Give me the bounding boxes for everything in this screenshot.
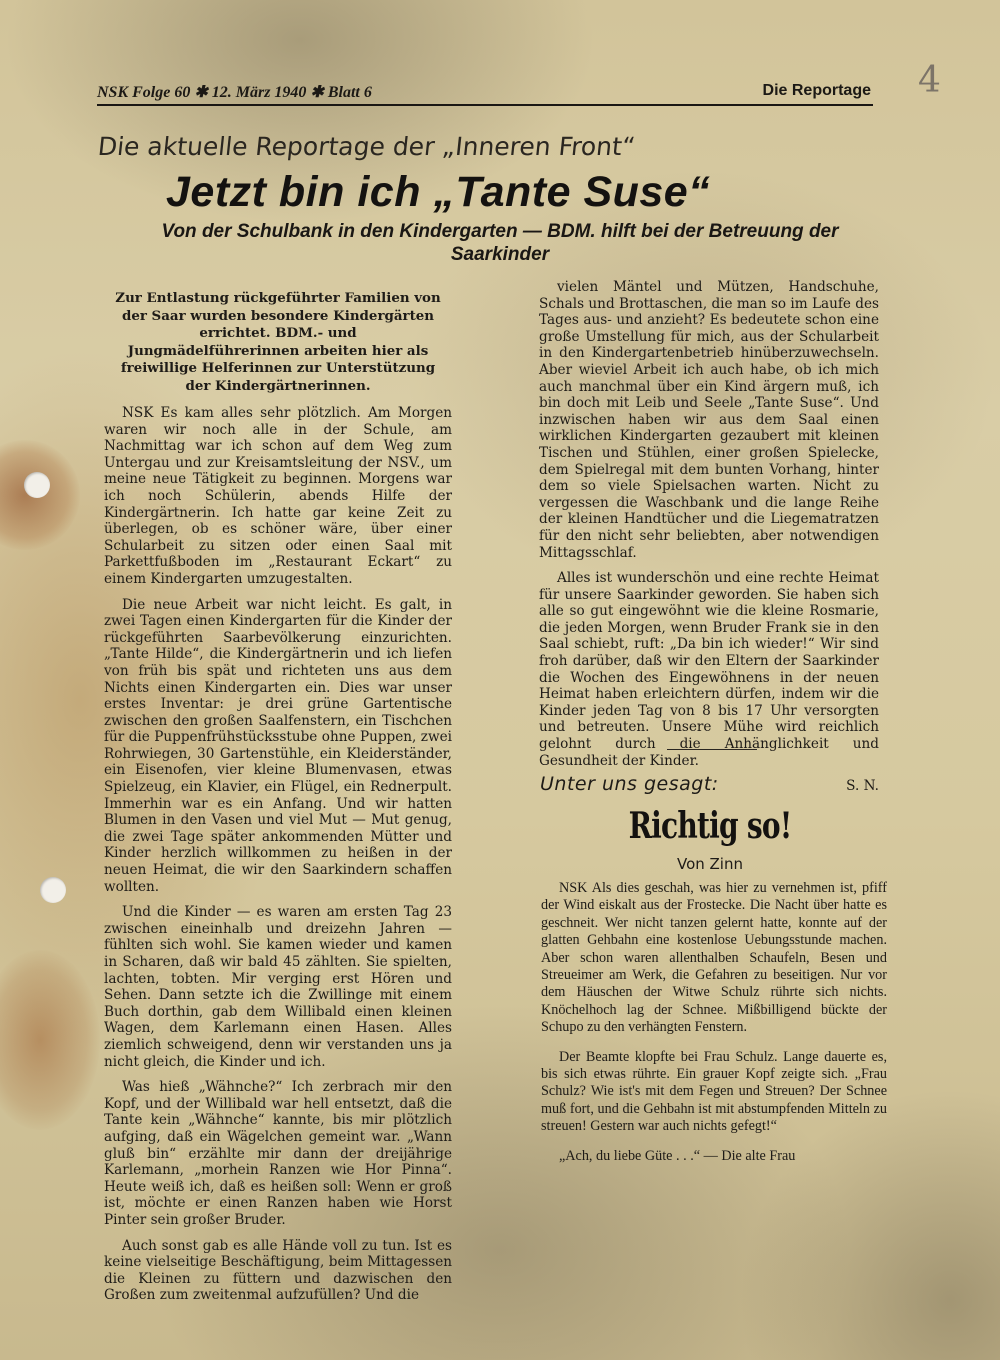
pencil-mark: 4 [918,60,941,101]
article-subheadline: Von der Schulbank in den Kindergarten — BDM. hilft bei der Betreuung der Saarkinder [161,221,839,265]
article-paragraph: Die neue Arbeit war nicht leicht. Es galt, in zwei Tagen einen Kindergarten für die Kinder der rückgeführten Saarbevölkerung einzurichten. „Tante Hilde“, die Kindergärtnerin und ich liefen von früh bis spät und richteten uns aus dem Nichts einen Kindergarten ein. Dies war unser erstes Inventar: je drei grüne Gartentische zwischen den großen Saalfenstern, ein Tischchen für die Puppenfrühstücksstube ohne Puppen, zwei Rohrwiegen, 30 Gartenstühle, ein Kleiderständer, ein Eisenofen, vier kleine Blumenvasen, etwas Spielzeug, ein Klavier, ein Flügel, ein Rednerpult. Immerhin war es ein Anfang. Und wir hatten Blumen in den Vasen und viel Mut — Mut genug, die zwei Tage später ankommenden Mütter und Kinder herzlich willkommen zu heißen in der neuen Heimat, die wir den Saarkindern schaffen wollten. [104,596,452,895]
article-column-right [539,279,879,804]
punch-hole [24,472,50,498]
article-kicker: Die aktuelle Reportage der „Inneren Front“ [96,132,637,161]
column-paragraph: „Ach, du liebe Güte . . .“ — Die alte Frau [559,1147,796,1164]
article-lead: Zur Entlastung rückgeführter Familien von der Saar wurden besondere Kindergärten errichtet. BDM.- und Jungmädelführerinnen arbeiten hier als freiwillige Helferinnen zur Unterstützung der Kindergärtnerinnen. [115,290,441,394]
article-paragraph: Alles ist wunderschön und eine rechte Heimat für unsere Saarkinder geworden. Sie haben sich alle so gut eingewöhnt wie die kleine Rosmarie, die jeden Morgen, wenn Bruder Frank sie in den Saal schiebt, ruft: „Da bin ich wieder!“ Wir sind froh darüber, daß wir den Eltern der Saarkinder die Wochen des Eingewöhnens in der neuen Heimat haben erleichtern dürfen, indem wir die Kinder jeden Tag von 8 bis 17 Uhr versorgten und betreuten. Unsere Mühe wird reichlich gelohnt durch die Anhänglichkeit und Gesundheit der Kinder. [539,570,879,769]
article-paragraph: Was hieß „Wähnche?“ Ich zerbrach mir den Kopf, und der Willibald war hell entsetzt, daß die Tante kein „Wähnche“ kannte, bis mir plötzlich aufging, daß ein Wägelchen gemeint war. „Wann gluß bin“ erzählte mir dann der dreijährige Karlemann, „morhein Ranzen wie Hor Pinna“. Heute weiß ich, daß es heißen soll: Wenn er groß ist, möchte er einen Ranzen haben wie Horst Pinter sein großer Bruder. [104,1079,452,1228]
article-signature: S. N. [846,778,879,795]
article-paragraph: Auch sonst gab es alle Hände voll zu tun. Ist es keine vielseitige Beschäftigung, beim Mittagessen die Kleinen zu füttern und dazwischen den Großen zum zweitenmal aufzufüllen? Und die [104,1237,452,1304]
page-header [97,82,873,106]
column-byline: Von Zinn [676,855,743,873]
column-paragraph: NSK Als dies geschah, was hier zu vernehmen ist, pfiff der Wind eiskalt aus der Frostecke. Die Nacht über hatte es geschneit. Wer nicht tanzen gelernt hatte, konnte auf der glatten Gehbahn eine kostenlose Uebungsstunde machen. Aber schon waren allenthalben Schaufeln, Besen und Streueimer am Werk, die Gefahren zu beseitigen. Nur vor dem Häuschen der Witwe Schulz rührte sich nichts. Knöchelhoch lag der Schnee. Mißbilligend bückte der Schupo zu den verhängten Fenstern. [541,880,887,1036]
rust-stain [0,950,100,1130]
column-title: Richtig so! [628,805,792,847]
divider-rule [667,749,757,750]
article-column-left [104,290,452,1313]
article-paragraph: vielen Mäntel und Mützen, Handschuhe, Schals und Brottaschen, die man so im Laufe des Tages aus- und anzieht? Es bedeutete schon eine große Umstellung für mich, aus der Schularbeit in den Kindergartenbetrieb hinüberzuwechseln. Aber wieviel Arbeit ich auch habe, ob ich mich auch manchmal über ein Kind ärgern muß, ich bin doch mit Leib und Seele „Tante Suse“. Und inzwischen haben wir aus dem Saal einen wirklichen Kindergarten gezaubert mit kleinen Tischen und Stühlen, einer großen Spielecke, dem Spielregal mit dem bunten Vorhang, hinter dem so viele Spielsachen warten. Nicht zu vergessen die Waschbank und die lange Reihe der kleinen Handtücher und die Liegematratzen für den nicht sehr beliebten, aber notwendigen Mittagsschlaf. [539,279,879,561]
column-label: Unter uns gesagt: [540,773,719,795]
article-paragraph: NSK Es kam alles sehr plötzlich. Am Morgen waren wir noch alle in der Schule, am Nachmittag war ich schon auf dem Weg zum Untergau und zur Kreisamtsleitung der NSV., um meine neue Tätigkeit zu beginnen. Morgens war ich noch Schülerin, abends Hilfe der Kindergärtnerin. Ich hatte gar keine Zeit zu überlegen, ob es schöner wäre, über einer Schularbeit zu sitzen oder einen Saal mit Parkettfußboden im „Restaurant Eckart“ zu einem Kindergarten umzugestalten. [104,405,452,587]
issue-info: NSK Folge 60 ✱ 12. März 1940 ✱ Blatt 6 [97,84,372,101]
section-name: Die Reportage [762,82,871,99]
column-paragraph: Der Beamte klopfte bei Frau Schulz. Lange dauerte es, bis sich etwas rührte. Ein grauer Kopf zeigte sich. „Frau Schulz? Wie ist's mit dem Fegen und Streuen? Der Schnee muß fort, und die Gehbahn ist mit abstumpfenden Mitteln zu streuen! Gestern war auch nichts gefegt!“ [541,1048,887,1135]
article-headline: Jetzt bin ich „Tante Suse“ [166,168,711,216]
punch-hole [40,877,66,903]
article-paragraph: Und die Kinder — es waren am ersten Tag 23 zwischen eineinhalb und dreizehn Jahren — fühlten sich wohl. Sie kamen wieder und kamen in Scharen, daß wir bald 45 zählten. Sie spielten, lachten, tobten. Mir verging erst Hören und Sehen. Dann setzte ich die Zwillinge mit einem Buch dorthin, gab dem Willibald einen kleinen Wagen, dem Karlemann einen Hasen. Alles ziemlich schweigend, denn wir verstanden uns ja nicht gleich, die Kinder und ich. [104,904,452,1070]
column-body [541,880,887,1177]
